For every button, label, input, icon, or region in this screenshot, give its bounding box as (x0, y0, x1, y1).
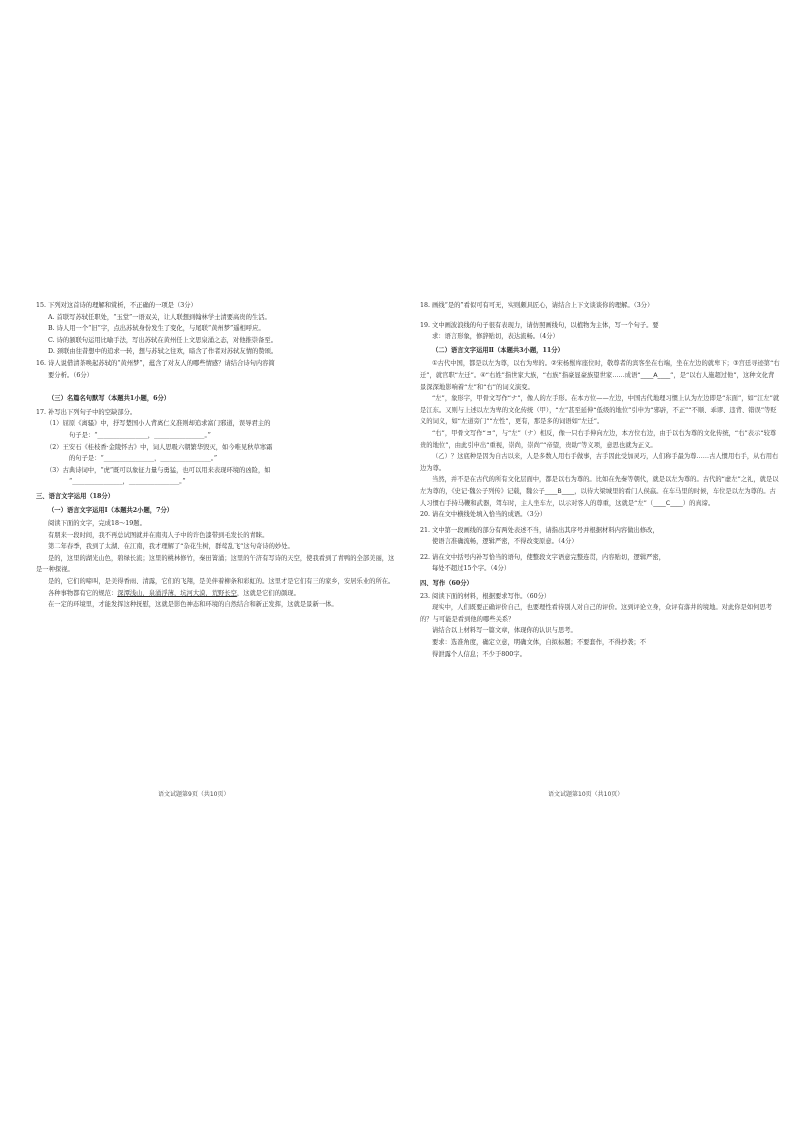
q21-stem-cont: 使语言准确流畅，逻辑严密，不得改变原意。（4分） (432, 538, 578, 546)
question-20: 20. 请在文中横线处填入恰当的成语。（3分） (420, 511, 547, 519)
q15-option-d: D. 颈联由往昔想中的追求一转，想与苏轼之往欢，暗含了作者对苏轼友情的赞颂。 (48, 348, 278, 356)
question-19 (420, 320, 780, 343)
part-4-title: 四、写作（60分） (420, 580, 473, 588)
part-3-title: 三、语言文字运用（18分） (36, 492, 115, 500)
q22-stem-cont: 每处不超过15个字。（4分） (432, 565, 511, 573)
page-footer-left: 语文试题第9页（共10页） (158, 791, 230, 798)
question-23: 23. 阅读下面的材料，根据要求写作。（60分） (420, 592, 551, 600)
passage-para-5: 各种事物都有它的规范：深潭浅山，泉涌浮薄，坑河大漠，荒野长空，这就是它们的颜现。 (48, 589, 300, 597)
q15-stem: 15. 下列对这首诗的理解和赏析，不正确的一项是（3分） (36, 302, 197, 309)
lang-para-4: （乙）？这底种是因为自古以来，人是多数人用右手做事，古手因此受加灵巧，人们称手最为尊……古人惯用右手，从右用右边为尊。 (420, 453, 779, 472)
question-18: 18. 画线“是的”看似可有可无，实则颇具匠心，请结合上下文谈谈你的理解。（3分） (420, 302, 654, 309)
q19-stem-cont: 求：语言形象，修辞贴切，表达流畅。（4分） (432, 333, 559, 341)
q16-stem-cont: 要分析。（6分） (48, 371, 93, 379)
writing-instruction-2: 要求：选准角度，确定立意，明确文体，自拟标题；不要套作，不得抄袭；不 (432, 639, 647, 647)
q17-sub2: （2）王安石《桂枝香·金陵怀古》中，词人思吸六朝繁华毁灭，如今唯见秋草寒霜 (46, 443, 273, 451)
q15-option-b: B. 诗人用一个“旧”字，点出苏轼身份发生了变化，与尾联“黄州梦”遥相呼应。 (48, 325, 265, 333)
lang-para-5: 当然，并不是在古代的所有文化层面中，都是以右为尊的。比如在先秦等朝代，就是以左为尊的。古代的“虚左”之礼，就是以左为尊的，《史记·魏公子列传》记载，魏公子____B____，以待大梁城里的看门人侯嬴。在车马里的时候，车位是以左为尊的。古人习惯右手持马鞭和武器，驾车时，主人坐车左，以示对客人的尊重，这就是“左”（____C____）的真谛。 (420, 476, 779, 507)
section-2-title: （二）语言文字运用Ⅱ（本题共3小题，11分） (432, 346, 564, 354)
section-1-title: （一）语言文字运用Ⅰ（本题共2小题，7分） (48, 506, 174, 514)
page-left (36, 300, 396, 611)
question-17 (36, 407, 396, 488)
question-21 (420, 525, 780, 548)
language-passage (420, 358, 780, 509)
q19-stem: 19. 文中画波浪线的句子很有表现力，请仿照画线句，以植物为主体，写一个句子。要 (420, 321, 659, 329)
q17-sub3: （3）古典诗词中，“虎”既可以象征力量与勇猛，也可以用来表现环境的凶险，如 (46, 466, 271, 474)
question-16 (36, 358, 396, 381)
reading-intro: 阅读下面的文字，完成18～19题。 (48, 520, 146, 528)
writing-prompt: 现实中，人们既要正确评价自己，也要理性看待别人对自己的评价。这到评论立身，众评有落井的境地。对此你是如何思考的？与可能是看到他的哪些关系？ (420, 604, 773, 623)
q21-stem: 21. 文中第一段画线的部分有两处表述不当，请指出其序号并根据材料内容做出修改， (420, 526, 659, 534)
passage-para-2: 第二年春季，我到了太湖、在江南，我才理解了“杂花生树，群莺乱飞”这句奇诗的妙处。 (48, 543, 294, 551)
page-footer-right: 语文试题第10页（共10页） (548, 791, 624, 798)
passage-para-4: 是的，它们的啼叫，是美得香雨、清露，它们的飞翔，是美伴着柳条和彩虹的。这里才是它们有三的家乡，安居乐业的所在。 (48, 578, 395, 586)
lang-para-1: ①古代中国，都是以左为尊，以右为卑的。②宋杨鬃库座位时，敬尊者的宾客坐在右端，坐在左边的就卑下；③宫廷寻迹第“右迁”，就官职“左迁”。④“右姓”指世家大族，“右族”指豪显豪族望世家……成语“____A____”，是“以右人施超过他”，这种文化背景深深地影响着“左”和“右”的词义演变。 (420, 360, 780, 391)
passage-para-1: 有朋来一段时间，我不再总试图就并在南夷人子中的许色漆带到毛发长的青睐。 (48, 531, 269, 539)
q17-sub1: （1）屈原《离骚》中，抒写楚国小人背离仁义准则却追求富门邪道，误导君主的 (46, 420, 271, 428)
q17-sub3-blank: “________________，________________。” (69, 478, 186, 486)
lang-para-2: “左”，象形字，甲骨文写作“ナ”，像人的左手形。在本方位——左边，中国古代地理习惯上认为左边即是“东面”，如“江左”就是江东。又则与上述以左为卑的文化传统（甲），“左”甚至延伸“低级的地位”引申为“邪辟，不正”“不顺、乖谬、违背、错误”等贬义的词义，如“左道旁门”“左性”，更有，那是多的词语如“左迁”。 (420, 395, 780, 426)
writing-instruction-1: 请结合以上材料写一篇文章，体现你的认识与思考。 (432, 627, 577, 635)
q15-option-c: C. 诗的颔联句运用比喻手法，写出苏轼在黄州任上文思泉涌之态，对他推崇备至。 (48, 336, 277, 344)
section-3-title: （三）名篇名句默写（本题共1小题，6分） (48, 395, 171, 403)
question-15 (36, 300, 396, 358)
q16-stem: 16. 诗人说借清茶唤起苏轼的“黄州梦”，蕴含了对友人的哪些情感？请结合诗句内容简 (36, 359, 275, 367)
question-22 (420, 552, 780, 575)
q15-option-a: A. 首联写苏轼任职处，“玉堂”一语双关，让人联想到翰林学士清要高贵的生活。 (48, 313, 271, 321)
page-right (420, 300, 780, 660)
q17-sub1-blank: 句子是：“________________，________________。” (69, 431, 211, 439)
reading-passage (36, 530, 396, 611)
writing-instruction-3: 得泄露个人信息；不少于800字。 (432, 650, 526, 658)
q17-sub2-blank: 的句子是：“________________，________________。” (69, 455, 218, 463)
q22-stem: 22. 请在文中括号内补写恰当的语句，使整段文字语意完整连贯，内容贴切，逻辑严密， (420, 553, 666, 561)
q17-stem: 17. 补写出下列句子中的空缺部分。 (36, 408, 137, 416)
lang-para-3: “右”，甲骨文写作“ヨ”，与“左”（ナ）相反，像一只右手伸向左边，本方位右边，由于以右为尊的文化传统，“右”表示“较尊贵的地位”，由此引申出“重视，崇尚，崇尚”“帝望，贵助”等义项，意思也就为正义。 (420, 429, 777, 449)
passage-para-3: 是的，这里的湖光山色，碧绿长流；这里的桃林修竹，秦田箐涌；这里的午济有写诗的天空，使我看到了青鸭的全部美丽，这是一种探视。 (36, 554, 395, 574)
underlined-phrase: 深潭浅山，泉涌浮薄，坑河大漠，荒野长空 (117, 589, 237, 597)
passage-para-6: 在一定的环境里，才能发挥这种抚慰，这就是影色神态和环境的自然结合和新正发挥，这就是景新一体。 (48, 601, 338, 609)
